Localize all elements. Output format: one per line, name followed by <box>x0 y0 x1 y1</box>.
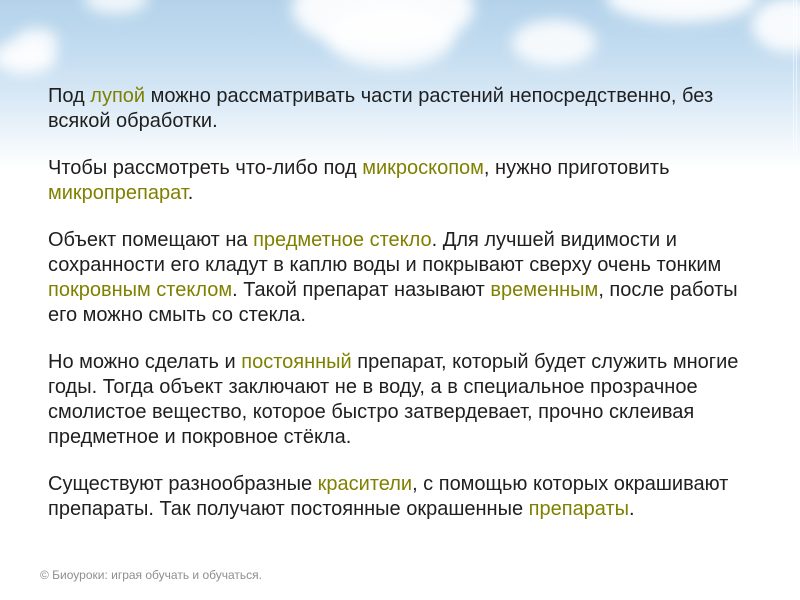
highlighted-term: постоянный <box>241 351 352 373</box>
highlighted-term: препараты <box>528 498 630 520</box>
text-segment: , после работы его можно смыть со стекла. <box>48 279 738 326</box>
text-segment: Объект помещают на <box>48 229 254 251</box>
paragraph <box>48 228 742 328</box>
text-segment: Чтобы рассмотреть что-либо под <box>48 157 363 179</box>
text-segment: можно рассматривать части растений непосредственно, без всякой обработки. <box>48 85 714 132</box>
slide-edge-highlight <box>796 0 797 150</box>
footer <box>40 568 262 582</box>
highlighted-term: временным <box>490 279 599 301</box>
cloud-icon <box>84 0 148 14</box>
paragraph <box>48 84 742 134</box>
slide-text <box>48 84 742 544</box>
paragraph <box>48 350 742 450</box>
highlighted-term: покровным стеклом <box>48 279 233 301</box>
text-segment: , нужно приготовить <box>483 157 670 179</box>
text-segment: , с помощью которых окрашивают препараты. Так получают постоянные окрашенные <box>48 473 729 520</box>
text-segment: Существуют разнообразные <box>48 473 318 495</box>
copyright-text: © Биоуроки: играя обучать и обучаться. <box>40 568 262 582</box>
text-segment: . <box>187 182 194 204</box>
paragraph <box>48 472 742 522</box>
highlighted-term: красители <box>317 473 413 495</box>
highlighted-term: микропрепарат <box>48 182 188 204</box>
cloud-icon <box>16 28 58 56</box>
paragraph <box>48 156 742 206</box>
slide-edge-highlight <box>793 0 794 150</box>
cloud-icon <box>606 0 758 22</box>
text-segment: Под <box>48 85 91 107</box>
cloud-icon <box>328 6 454 68</box>
highlighted-term: микроскопом <box>362 157 484 179</box>
text-segment: . Такой препарат называют <box>232 279 491 301</box>
cloud-icon <box>512 20 596 66</box>
text-segment: препарат, который будет служить многие годы. Тогда объект заключают не в воду, а в специальное прозрачное смолистое вещество, которое быстро затвердевает, прочно склеивая предметное и покровное стёкла. <box>48 351 739 448</box>
text-segment: . <box>629 498 635 520</box>
text-segment: Но можно сделать и <box>48 351 242 373</box>
highlighted-term: предметное стекло <box>253 229 432 251</box>
text-segment: . Для лучшей видимости и сохранности его кладут в каплю воды и покрывают сверху очень тонким <box>48 229 722 276</box>
highlighted-term: лупой <box>90 85 146 107</box>
